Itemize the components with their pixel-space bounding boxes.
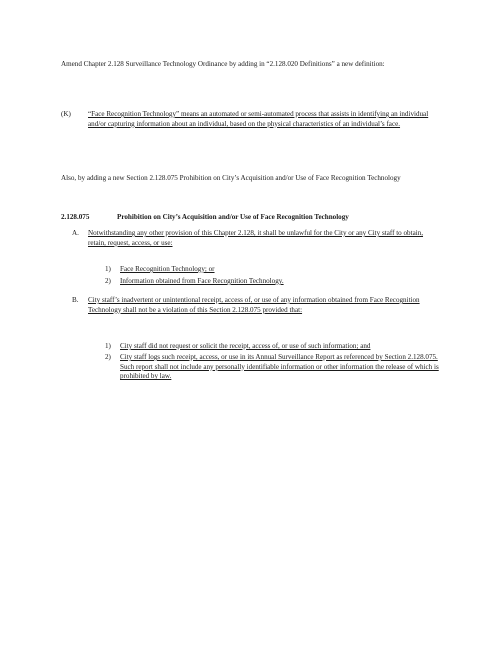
definition-text: “Face Recognition Technology” means an automated or semi-automated process that assists in identifying an individual and/or capturing information about an individual, based on the physical characteristics of an individual’s face. bbox=[88, 110, 429, 128]
para-b-item-1-num: 1) bbox=[105, 342, 111, 350]
para-a-item-2-text: Information obtained from Face Recognition Technology. bbox=[120, 277, 284, 285]
also-paragraph: Also, by adding a new Section 2.128.075 Prohibition on City’s Acquisition and/or Use of Face Recognition Technology bbox=[61, 174, 401, 182]
para-a-item-1-num: 1) bbox=[105, 265, 111, 273]
para-a-item-2-num: 2) bbox=[105, 277, 111, 285]
section-number: 2.128.075 bbox=[61, 213, 90, 221]
para-b-text: City staff’s inadvertent or unintentional receipt, access of, or use of any information obtained from Face Recognition Technology shall not be a violation of this Section 2.128.075 provided that: bbox=[88, 296, 420, 314]
para-b-marker: B. bbox=[72, 296, 79, 304]
para-b-item-2-text: City staff logs such receipt, access, or use in its Annual Surveillance Report as referenced by Section 2.128.075. Such report shall not include any personally identifiable information or other information the release of which is prohibited by law. bbox=[120, 353, 439, 381]
para-b-item-1-text: City staff did not request or solicit the receipt, access of, or use of such information; and bbox=[120, 342, 371, 350]
para-b-item-2-num: 2) bbox=[105, 353, 111, 361]
para-a-item-1-text: Face Recognition Technology; or bbox=[120, 265, 215, 273]
intro-paragraph: Amend Chapter 2.128 Surveillance Technology Ordinance by adding in “2.128.020 Definitions” a new definition: bbox=[61, 60, 385, 68]
para-a-text: Notwithstanding any other provision of this Chapter 2.128, it shall be unlawful for the City or any City staff to obtain, retain, request, access, or use: bbox=[88, 229, 424, 247]
definition-marker: (K) bbox=[61, 110, 71, 118]
para-a-marker: A. bbox=[72, 229, 79, 237]
section-title: Prohibition on City’s Acquisition and/or Use of Face Recognition Technology bbox=[117, 213, 349, 221]
